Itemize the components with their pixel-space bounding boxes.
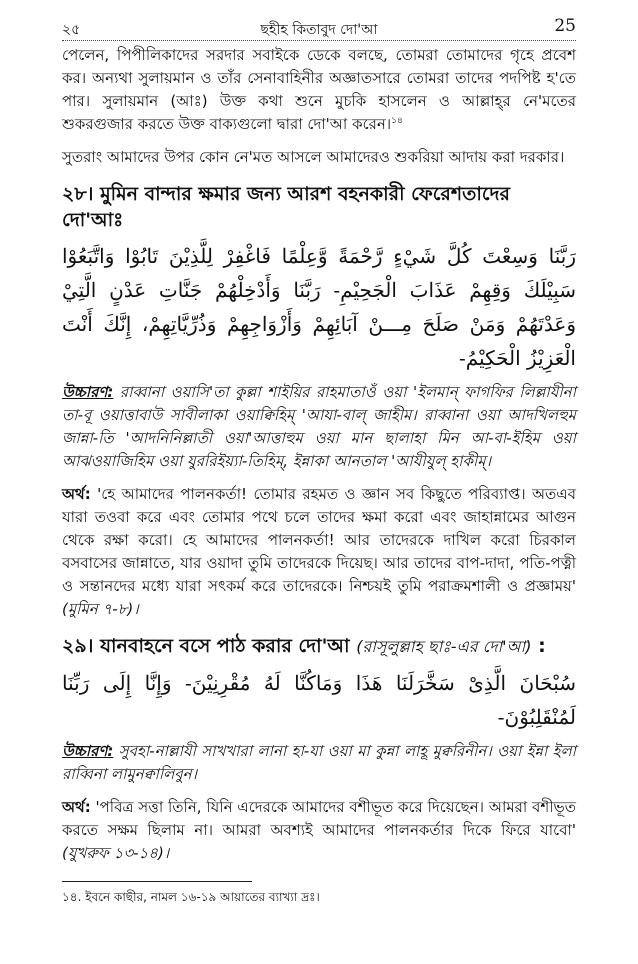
meaning-reference: (মুমিন ৭-৮)।: [62, 600, 139, 618]
conclusion-paragraph: সুতরাং আমাদের উপর কোন নে'মত আসলে আমাদেরও শুকরিয়া আদায় করা দরকার।: [62, 148, 565, 166]
footnote: ১৪. ইবনে কাছীর, নামল ১৬-১৯ আয়াতের ব্যাখ্যা দ্রঃ।: [62, 890, 320, 904]
page-content: [62, 44, 576, 906]
footnote-reference[interactable]: ১৪: [391, 116, 403, 126]
section-28-heading: ২৮। মুমিন বান্দার ক্ষমার জন্য আরশ বহনকারী ফেরেশতাদের দো'আঃ: [62, 183, 510, 231]
meaning-label: অর্থ:: [62, 485, 91, 503]
pronunciation-label: উচ্চারণ:: [62, 383, 114, 401]
page-header: [62, 16, 576, 41]
intro-text: পেলেন, পিপীলিকাদের সরদার সবাইকে ডেকে বলছে, তোমরা তোমাদের গৃহে প্রবেশ কর। অন্যথা সুলায়মান ও তাঁর সেনাবাহিনীর অজ্ঞাতসারে তোমরা তাদের পদপিষ্ট হ'তে পার। সুলায়মান (আঃ) উক্ত কথা শুনে মুচকি হাসলেন ও আল্লাহ্‌র নে'মতের শুকরগুজার করতে উক্ত বাক্যগুলো দ্বারা দো'আ করেন।: [62, 46, 576, 133]
book-title: ছহীহ কিতাবুদ দো'আ: [260, 22, 378, 38]
meaning-label: অর্থ:: [62, 798, 91, 816]
pronunciation-label: উচ্চারণ:: [62, 742, 114, 760]
section-28-meaning: [62, 483, 576, 621]
meaning-text: 'পবিত্র সত্তা তিনি, যিনি এদেরকে আমাদের বশীভূত করে দিয়েছেন। আমরা বশীভূত করতে সক্ষম ছিলাম না। আমরা অবশ্যই আমাদের পালনকর্তার দিকে ফিরে যাবো': [62, 798, 576, 839]
section-29-note: (রাসূলুল্লাহ ছাঃ-এর দো'আ): [356, 637, 532, 656]
section-28-arabic-dua: رَبَّنَا وَسِعْتَ كُلَّ شَيْءٍ رَّحْمَةً وَّعِلْمًا فَاغْفِرْ لِلَّذِيْنَ تَابُوْا وَاتَّبَعُوْا سَبِيْلَكَ وَقِهِمْ عَذَابَ الْجَحِيْمِ- رَبَّنَا وَأَدْخِلْهُمْ جَنَّاتِ عَدْنٍ الَّتِيْ وَعَدْتَهُمْ وَمَنْ صَلَحَ مِـــنْ آبَائِهِمْ وَأَزْوَاجِهِمْ وَذُرِّيَّاتِهِمْ، إِنَّكَ أَنْتَ الْعَزِيْزُ الْحَكِيْمُ-: [62, 244, 576, 370]
section-29-colon: :: [531, 635, 546, 657]
section-29-heading: [62, 633, 576, 660]
section-29-title: ২৯। যানবাহনে বসে পাঠ করার দো'আ: [62, 635, 350, 657]
pronunciation-text: সুবহা-নাল্লাযী সাখখারা লানা হা-যা ওয়া মা কুন্না লাহূ মুক্বরিনীন। ওয়া ইন্না ইলা রাব্বিনা লামুনক্বালিবুন।: [62, 742, 576, 783]
section-29-meaning: [62, 796, 576, 865]
section-29-arabic-dua: سُبْحَانَ الَّذِىْ سَخَّرَلَنَا هَذَا وَمَاكُنَّا لَهُ مُقْرِنِيْنَ- وَإِنَّا إِلَى رَبِّنَا لَمُنْقَلِبُوْنَ-: [62, 671, 576, 729]
meaning-reference: (যুখরুফ ১৩-১৪)।: [62, 844, 170, 862]
meaning-text: 'হে আমাদের পালনকর্তা! তোমার রহমত ও জ্ঞান সব কিছুতে পরিব্যাপ্ত। অতএব যারা তওবা করে এবং তোমার পথে চলে তাদের ক্ষমা করো এবং জাহান্নামের আগুন থেকে রক্ষা করো। হে আমাদের পালনকর্তা! আর তাদেরকে দাখিল করো চিরকাল বসবাসের জান্নাতে, যার ওয়াদা তুমি তাদেরকে দিয়েছ। আর তাদের বাপ-দাদা, পতি-পত্নী ও সন্তানদের মধ্যে যারা সৎকর্ম করে তাদেরকে। নিশ্চয়ই তুমি পরাক্রমশালী ও প্রজ্ঞাময়': [62, 485, 576, 595]
intro-paragraph: [62, 44, 576, 136]
footnote-divider: [62, 881, 252, 882]
page-number-english: 25: [554, 16, 576, 36]
section-28-pronunciation: [62, 381, 576, 473]
section-29-pronunciation: [62, 740, 576, 786]
page-number-bengali: ২৫: [62, 22, 81, 38]
pronunciation-text: রাব্বানা ওয়াসি'তা কুল্লা শাইয়ির রাহমাতাওঁ ওয়া 'ইলমান্‌ ফাগফির লিল্লাযীনা তা-বূ ওয়াত্তাবাউ সাবীলাকা ওয়াক্বিহিম্‌ 'আযা-বাল্‌ জাহীম। রাব্বানা ওয়া আদখিলহুম জান্না-তি 'আদনিনিল্লাতী ওয়া'আত্তাহুম ওয়া মান ছালাহা মিন আ-বা-ইহিম ওয়া আঝওয়াজিহিম ওয়া যুররিইয়্যা-তিহিম্‌, ইন্নাকা আনতাল 'আযীযুল্‌ হাকীম্‌।: [62, 383, 576, 470]
